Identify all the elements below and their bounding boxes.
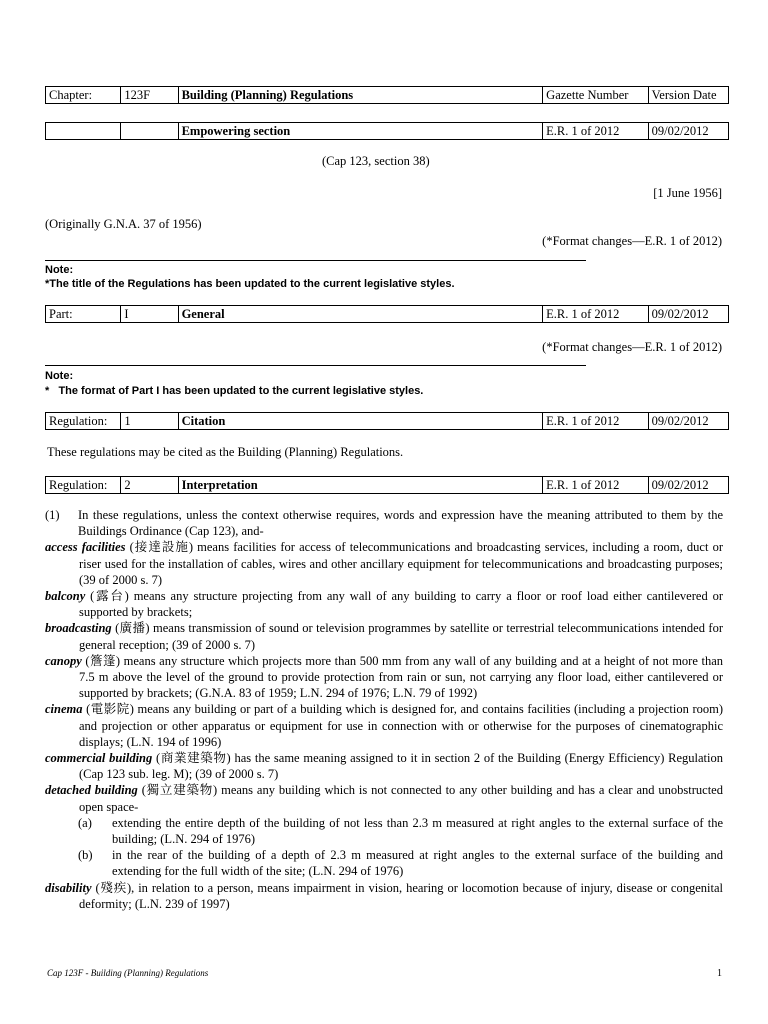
definition-cinema bbox=[45, 701, 723, 750]
part-title: General bbox=[178, 306, 543, 323]
term: canopy bbox=[45, 653, 82, 668]
reg2-number: 2 bbox=[121, 477, 178, 494]
chapter-label: Chapter: bbox=[46, 87, 121, 104]
part-row bbox=[45, 305, 729, 323]
definition-commercial-building bbox=[45, 750, 723, 782]
reg2-title: Interpretation bbox=[178, 477, 543, 494]
originally-note: (Originally G.N.A. 37 of 1956) bbox=[45, 217, 202, 231]
reg1-label: Regulation: bbox=[46, 413, 121, 430]
note-1-heading: Note: bbox=[45, 264, 74, 276]
part-gazette: E.R. 1 of 2012 bbox=[543, 306, 648, 323]
citation-text: These regulations may be cited as the Building (Planning) Regulations. bbox=[47, 445, 404, 459]
chapter-number: 123F bbox=[121, 87, 178, 104]
regulation-1-row bbox=[45, 412, 729, 430]
sub-item-number: (b) bbox=[78, 848, 93, 863]
gazette-number-header: Gazette Number bbox=[543, 87, 648, 104]
definition-disability bbox=[45, 880, 723, 912]
definition-balcony bbox=[45, 588, 723, 620]
definition-text: (露台) means any structure projecting from any wall of any building to carry a floor or roof load either cantilevered or supported by brackets; bbox=[79, 589, 723, 620]
divider-2 bbox=[45, 365, 586, 366]
definition-detached-building bbox=[45, 782, 723, 814]
note-2-text: * The format of Part I has been updated to the current legislative styles. bbox=[45, 385, 424, 397]
version-date-header: Version Date bbox=[648, 87, 728, 104]
reg2-date: 09/02/2012 bbox=[648, 477, 728, 494]
interpretation-body bbox=[45, 507, 723, 912]
term: disability bbox=[45, 880, 92, 895]
format-changes-2: (*Format changes—E.R. 1 of 2012) bbox=[542, 340, 722, 354]
note-2-heading: Note: bbox=[45, 370, 74, 382]
part-number: I bbox=[121, 306, 178, 323]
definition-text: (殘疾), in relation to a person, means impairment in vision, hearing or locomotion because of injury, disease or congenital deformity; (L.N. 239 of 1997) bbox=[79, 880, 723, 911]
definition-access-facilities bbox=[45, 539, 723, 588]
definition-text: (接達設施) means facilities for access of telecommunications and broadcasting services, including a room, duct or riser used for the installation of cables, wires and other ancillary equipment for telecommunications and broadcasting purposes; (39 of 2000 s. 7) bbox=[79, 540, 723, 587]
regulation-2-row bbox=[45, 476, 729, 494]
reg1-number: 1 bbox=[121, 413, 178, 430]
intro-text: In these regulations, unless the context otherwise requires, words and expression have the meaning attributed to them by the Buildings Ordinance (Cap 123), and- bbox=[78, 508, 723, 539]
definition-text: (獨立建築物) means any building which is not connected to any other building and has a clear and unobstructed open space- bbox=[79, 783, 723, 814]
cap-reference: (Cap 123, section 38) bbox=[322, 154, 430, 168]
format-changes-1: (*Format changes—E.R. 1 of 2012) bbox=[542, 234, 722, 248]
term: balcony bbox=[45, 589, 86, 604]
term: access facilities bbox=[45, 540, 126, 555]
page-number: 1 bbox=[717, 968, 722, 979]
term: detached building bbox=[45, 783, 138, 798]
sub-item-b bbox=[45, 847, 723, 879]
divider-1 bbox=[45, 260, 586, 261]
reg1-gazette: E.R. 1 of 2012 bbox=[543, 413, 648, 430]
definition-canopy bbox=[45, 653, 723, 702]
part-label: Part: bbox=[46, 306, 121, 323]
note-1-text: *The title of the Regulations has been updated to the current legislative styles. bbox=[45, 278, 455, 290]
reg1-title: Citation bbox=[178, 413, 543, 430]
empowering-gazette: E.R. 1 of 2012 bbox=[543, 123, 648, 140]
sub-item-text: extending the entire depth of the building of not less than 2.3 m measured at right angles to the external surface of the building; (L.N. 294 of 1976) bbox=[112, 815, 723, 847]
definition-text: (廣播) means transmission of sound or television programmes by satellite or terrestrial telecommunications intended for general reception; (39 of 2000 s. 7) bbox=[79, 621, 723, 652]
subsection-number: (1) bbox=[45, 508, 60, 522]
part-date: 09/02/2012 bbox=[648, 306, 728, 323]
reg1-date: 09/02/2012 bbox=[648, 413, 728, 430]
term: broadcasting bbox=[45, 621, 112, 636]
definition-broadcasting bbox=[45, 620, 723, 652]
definition-text: (商業建築物) has the same meaning assigned to it in section 2 of the Building (Energy Efficiency) Regulation (Cap 123 sub. leg. M); (39 of 2000 s. 7) bbox=[79, 751, 723, 782]
term: cinema bbox=[45, 702, 83, 717]
reg2-label: Regulation: bbox=[46, 477, 121, 494]
definition-text: (簷篷) means any structure which projects more than 500 mm from any wall of any building and at a height of not more than 7.5 m above the level of the ground to provide protection from rain or sun, not carrying any floor load, either cantilevered or supported by brackets; (G.N.A. 83 of 1959; L.N. 294 of 1976; L.N. 79 of 1992) bbox=[79, 653, 723, 701]
empowering-section-row bbox=[45, 122, 729, 140]
term: commercial building bbox=[45, 751, 153, 766]
empowering-date: 09/02/2012 bbox=[648, 123, 728, 140]
empowering-title: Empowering section bbox=[178, 123, 543, 140]
chapter-header-row bbox=[45, 86, 729, 104]
sub-item-text: in the rear of the building of a depth of 2.3 m measured at right angles to the external surface of the building and extending for the full width of the site; (L.N. 294 of 1976) bbox=[112, 848, 723, 879]
page-footer: Cap 123F - Building (Planning) Regulations bbox=[47, 968, 209, 978]
reg2-gazette: E.R. 1 of 2012 bbox=[543, 477, 648, 494]
definition-text: (電影院) means any building or part of a building which is designed for, and contains facilities (including a projection room) and projection or other apparatus or equipment for use in connection with or otherwise for the purposes of cinematographic displays; (L.N. 194 of 1996) bbox=[79, 702, 723, 749]
sub-item-a bbox=[45, 815, 723, 847]
interpretation-intro bbox=[45, 507, 723, 539]
chapter-title: Building (Planning) Regulations bbox=[178, 87, 543, 104]
sub-item-number: (a) bbox=[78, 815, 92, 830]
commencement-date: [1 June 1956] bbox=[653, 186, 722, 200]
